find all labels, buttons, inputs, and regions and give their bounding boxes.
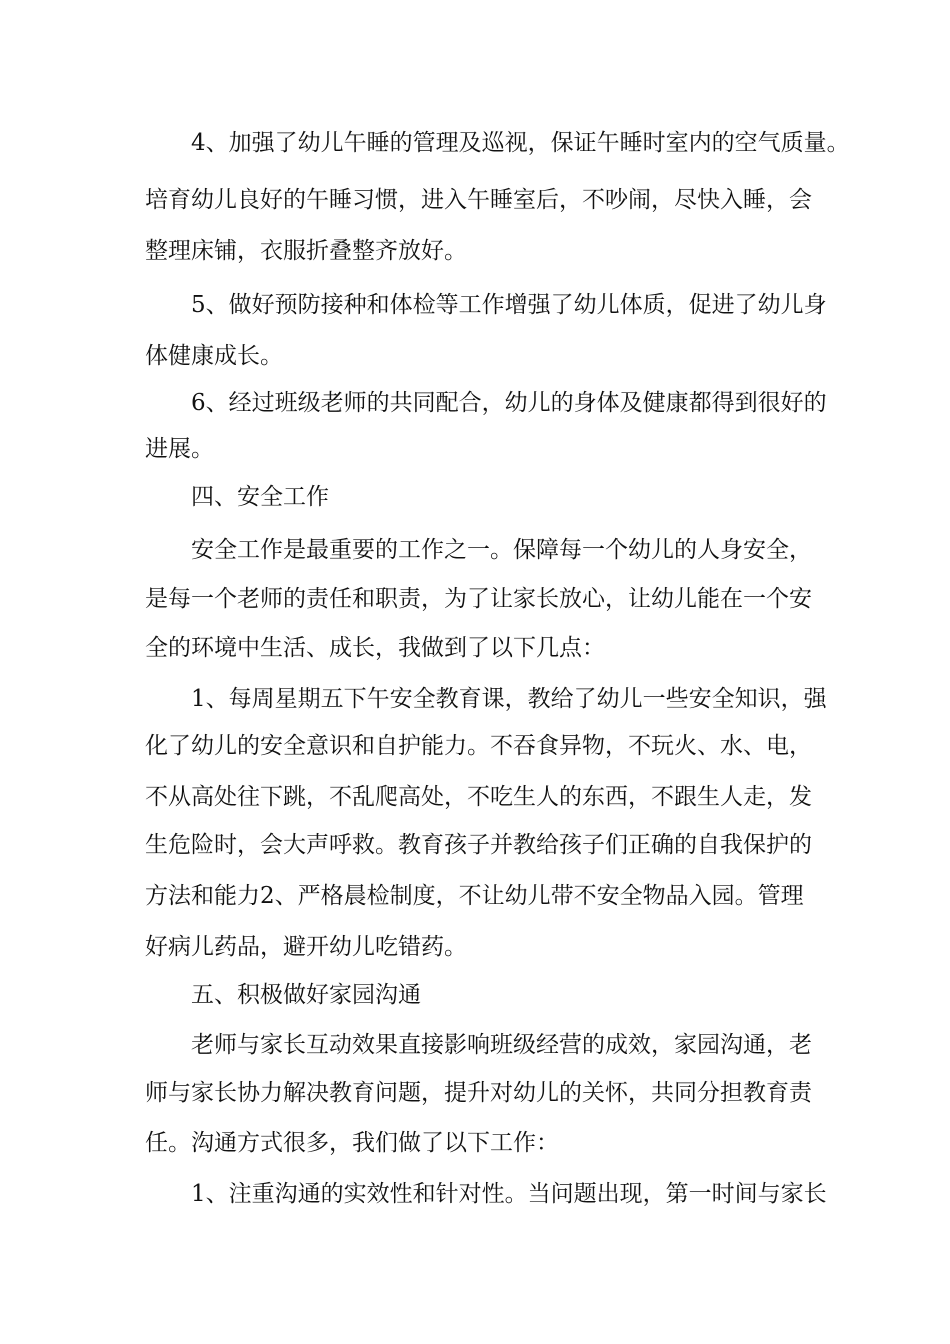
text-line: 老师与家长互动效果直接影响班级经营的成效，家园沟通，老 xyxy=(191,1032,812,1058)
text-line: 1、注重沟通的实效性和针对性。当问题出现，第一时间与家长 xyxy=(191,1181,827,1207)
text-line: 生危险时，会大声呼救。教育孩子并教给孩子们正确的自我保护的 xyxy=(145,832,812,858)
text-line: 安全工作是最重要的工作之一。保障每一个幼儿的人身安全， xyxy=(191,537,812,563)
text-line: 好病儿药品，避开幼儿吃错药。 xyxy=(145,934,467,960)
text-line: 培育幼儿良好的午睡习惯，进入午睡室后，不吵闹，尽快入睡，会 xyxy=(145,187,812,213)
text-line: 5、做好预防接种和体检等工作增强了幼儿体质，促进了幼儿身 xyxy=(191,292,827,318)
text-line: 4、加强了幼儿午睡的管理及巡视，保证午睡时室内的空气质量。 xyxy=(191,130,850,156)
text-line: 6、经过班级老师的共同配合，幼儿的身体及健康都得到很好的 xyxy=(191,390,827,416)
text-line: 1、每周星期五下午安全教育课，教给了幼儿一些安全知识，强 xyxy=(191,686,827,712)
text-line: 化了幼儿的安全意识和自护能力。不吞食异物，不玩火、水、电， xyxy=(145,733,812,759)
section-heading: 五、积极做好家园沟通 xyxy=(191,982,421,1008)
text-line: 师与家长协力解决教育问题，提升对幼儿的关怀，共同分担教育责 xyxy=(145,1080,812,1106)
text-line: 全的环境中生活、成长，我做到了以下几点： xyxy=(145,635,605,661)
text-line: 是每一个老师的责任和职责，为了让家长放心，让幼儿能在一个安 xyxy=(145,586,812,612)
text-line: 方法和能力2、严格晨检制度，不让幼儿带不安全物品入园。管理 xyxy=(145,883,804,909)
section-heading: 四、安全工作 xyxy=(191,484,329,510)
text-line: 进展。 xyxy=(145,436,214,462)
text-line: 不从高处往下跳，不乱爬高处，不吃生人的东西，不跟生人走，发 xyxy=(145,784,812,810)
text-line: 体健康成长。 xyxy=(145,343,283,369)
text-line: 任。沟通方式很多，我们做了以下工作： xyxy=(145,1130,559,1156)
text-line: 整理床铺，衣服折叠整齐放好。 xyxy=(145,238,467,264)
